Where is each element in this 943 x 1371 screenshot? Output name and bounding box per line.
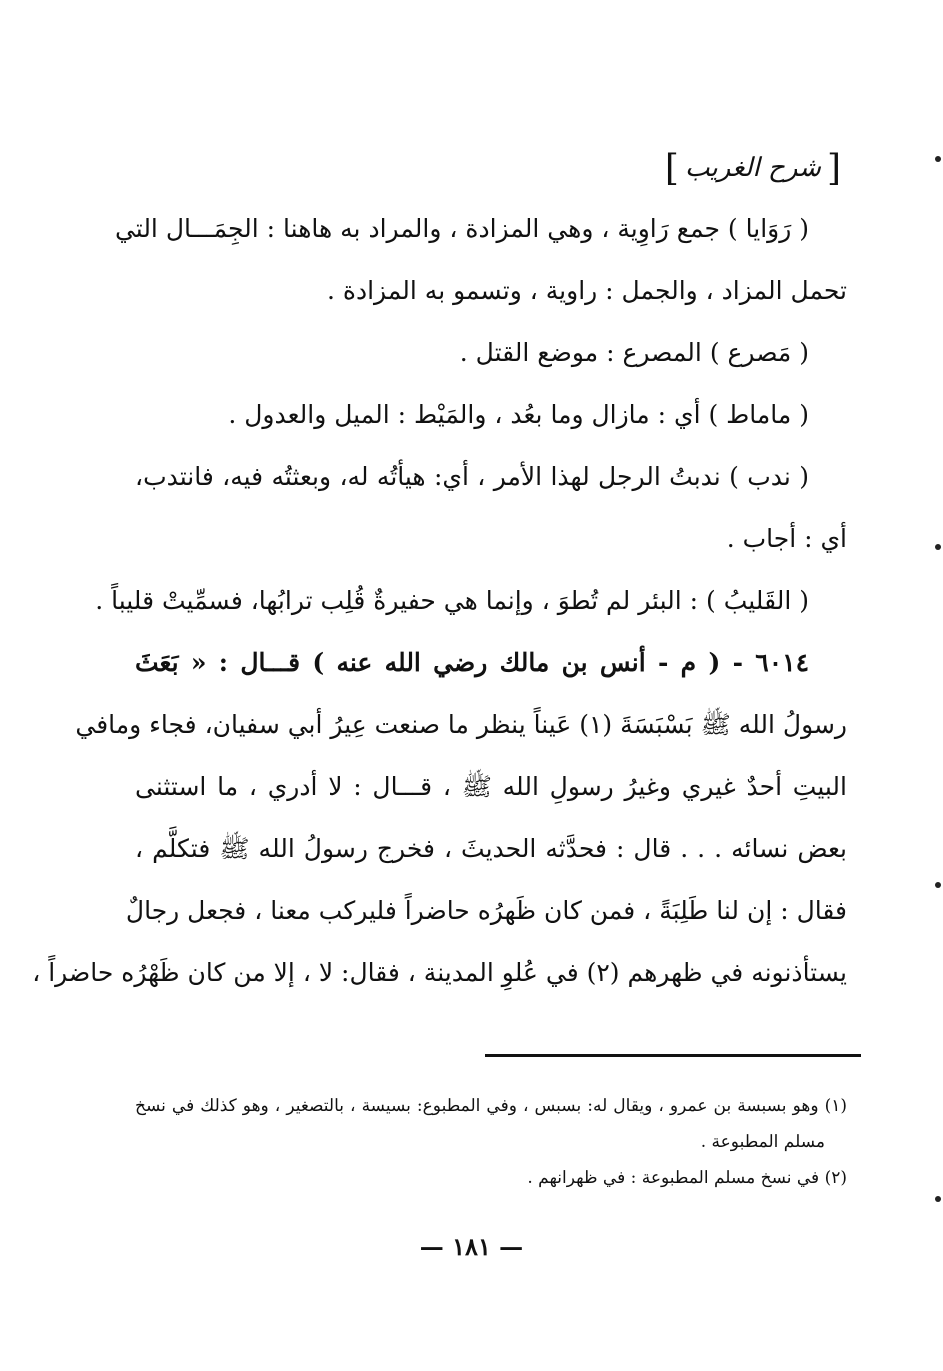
heading-bracket-open: [ bbox=[826, 148, 841, 189]
footnote-divider bbox=[485, 1054, 861, 1057]
section-heading bbox=[659, 148, 847, 189]
body-line: ( مَصرع ) المصرع : موضع القتل . bbox=[459, 338, 809, 367]
margin-mark bbox=[935, 544, 941, 550]
footnote-line: (٢) في نسخ مسلم المطبوعة : في ظهرانهم . bbox=[527, 1168, 847, 1188]
margin-mark bbox=[935, 1196, 941, 1202]
heading-title: شرح الغريب bbox=[684, 153, 821, 183]
body-line: البيتِ أحدٌ غيري وغيرُ رسولِ الله ﷺ ، قـــال : لا أدري ، ما استثنى bbox=[135, 772, 847, 801]
heading-bracket-close: ] bbox=[664, 148, 679, 189]
body-line: ( القَليبُ ) : البئر لم تُطوَ ، وإنما هي حفيرةٌ قُلِب ترابُها، فسمِّيتْ قليباً . bbox=[95, 586, 809, 615]
hadith-header-line: ٦٠١٤ - ( م - أنس بن مالك رضي الله عنه ) قـــال : « بَعَثَ bbox=[135, 648, 809, 677]
body-line: بعض نسائه . . . قال : فحدَّثه الحديثَ ، فخرج رسولُ الله ﷺ فتكلَّم ، bbox=[135, 834, 847, 863]
body-line: يستأذنونه في ظهرهم (٢) في عُلوِ المدينة ، فقال: لا ، إلا من كان ظَهْرُه حاضراً ، bbox=[32, 958, 847, 987]
body-line: تحمل المزاد ، والجمل : راوية ، وتسمو به المزادة . bbox=[326, 276, 847, 305]
body-line: ( ندب ) ندبتُ الرجل لهذا الأمر ، أي: هيأتُه له، وبعثتُه فيه، فانتدب، bbox=[135, 462, 809, 491]
margin-mark bbox=[935, 882, 941, 888]
body-line: أي : أجاب . bbox=[726, 524, 847, 553]
body-line: فقال : إن لنا طَلِبَةً ، فمن كان ظَهرُه حاضراً فليركب معنا ، فجعل رجالٌ bbox=[125, 896, 847, 925]
page-number: — ١٨١ — bbox=[419, 1232, 524, 1261]
footnote-line: مسلم المطبوعة . bbox=[700, 1132, 825, 1152]
body-text bbox=[32, 198, 847, 1004]
margin-mark bbox=[935, 156, 941, 162]
body-line: رسولُ الله ﷺ بَسْبَسَةَ (١) عَيناً ينظر ما صنعت عِيرُ أبي سفيان، فجاء ومافي bbox=[75, 710, 847, 739]
body-line: ( ماماط ) أي : مازال وما بعُد ، والمَيْط : الميل والعدول . bbox=[228, 400, 809, 429]
footnotes bbox=[135, 1088, 847, 1196]
body-line: ( رَوَايا ) جمع رَاوِية ، وهي المزادة ، والمراد به هاهنا : الجِمَـــال التي bbox=[114, 214, 809, 243]
footnote-line: (١) وهو بسبسة بن عمرو ، ويقال له: بسبس ، وفي المطبوع: بسيسة ، بالتصغير ، وهو كذلك في نسخ bbox=[135, 1096, 847, 1116]
